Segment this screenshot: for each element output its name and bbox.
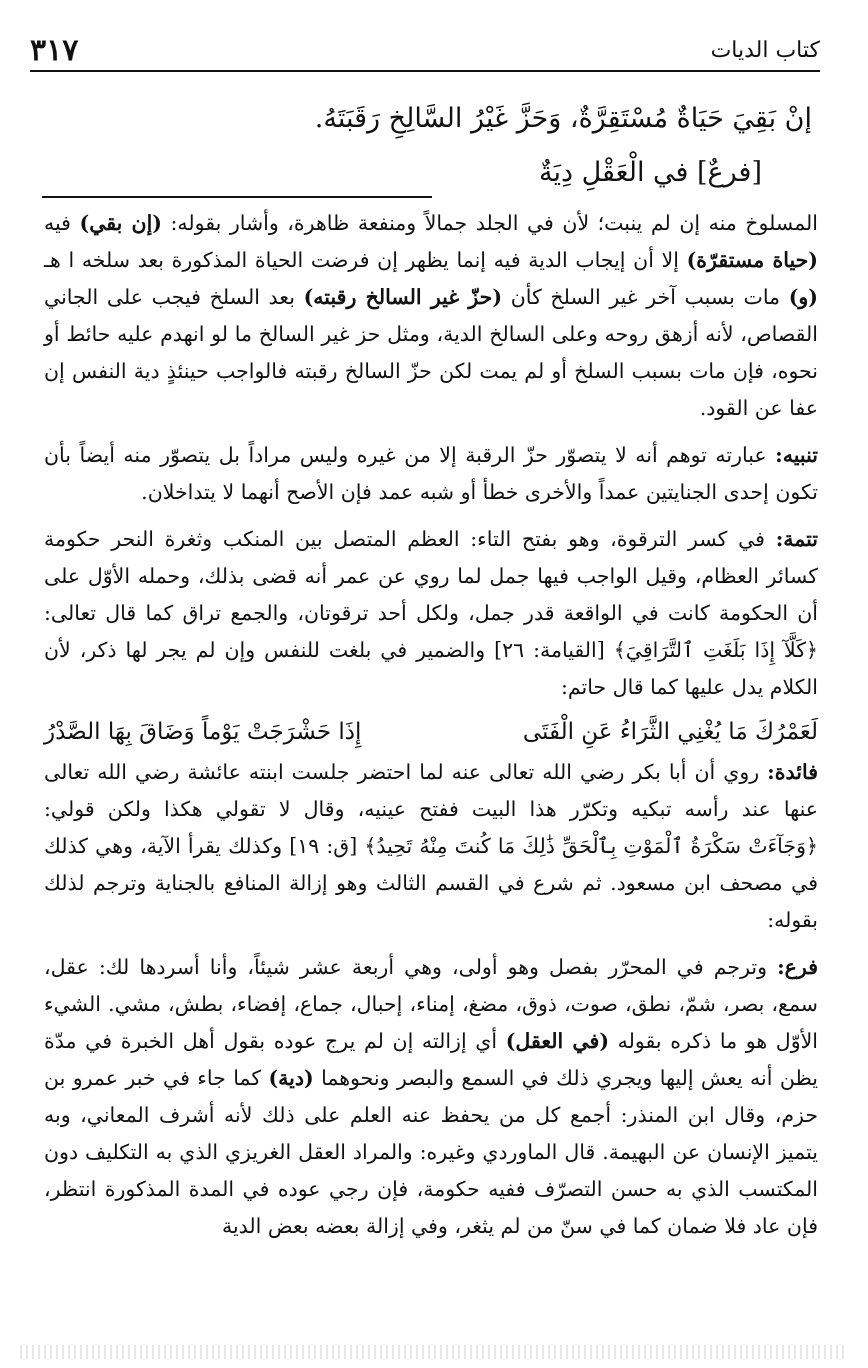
tanbih-label: تنبيه:	[775, 443, 818, 467]
page-header	[30, 34, 820, 70]
book-title: كتاب الديات	[710, 38, 820, 63]
paragraph-1-bold-3: (و)	[788, 285, 819, 309]
tatimma-label: تتمة:	[775, 527, 818, 551]
far-text-1: وترجم في المحرّر بفصل وهو أولى، وهي أربعة عشر شيئاً، وأنا أسردها لك: عقل، سمع، بصر، شمّ، نطق، صوت، ذوق، مضغ، إمناء، إحبال، جماع، إفضاء، بطش، مشي. الشيء الأوّل هو ما ذكره بقوله	[44, 955, 818, 1053]
paragraph-1-bold-4: (حزّ غير السالخ رقبته)	[303, 285, 503, 309]
commentary-body	[44, 205, 818, 1245]
quran-verse-qaf: ﴿وَجَآءَتْ سَكْرَةُ ٱلْمَوْتِ بِٱلْحَقِّ ذَٰلِكَ مَا كُنتَ مِنْهُ تَحِيدُ﴾	[364, 834, 818, 858]
tanbih-text: عبارته توهم أنه لا يتصوّر حزّ الرقبة إلا من غيره وليس مراداً بل يتصوّر منه أيضاً بأن تكون إحدى الجنايتين عمداً والأخرى خطأ أو شبه عمد فإن الأصح أنهما لا يتداخلان.	[44, 443, 818, 504]
quran-verse-qiyama: ﴿كَلَّآ إِذَا بَلَغَتِ ٱلتَّرَاقِيَ﴾	[613, 638, 819, 662]
page-number: ٣١٧	[30, 33, 79, 68]
far-bold-2: (في العقل)	[505, 1029, 610, 1053]
paragraph-tatimma	[44, 521, 818, 706]
far-text-2: أي إزالته إن لم يرج عوده بقول أهل الخبرة في مدّة يظن أنه يعش إليها ويجري ذلك في السمع والبصر ونحوهما	[44, 1029, 818, 1090]
paragraph-1-bold-1: (إن بقي)	[79, 211, 162, 235]
paragraph-1-text-4: مات بسبب آخر غير السلخ كأن	[502, 285, 789, 309]
scan-noise	[20, 1345, 848, 1359]
tatimma-text-1: في كسر الترقوة، وهو بفتح التاء: العظم المتصل بين المنكب وثغرة النحر حكومة كسائر العظام، وقيل الواجب فيها جمل لما روي عن عمر أنه قضى بذلك، وحمله الأوّل على أن الحكومة كانت في الواقعة قدر جمل، ولكل أحد ترقوتان، والجمع تراق كما قال تعالى:	[44, 527, 818, 625]
paragraph-far	[44, 949, 818, 1245]
matn-text	[40, 92, 812, 200]
far-bold-3: (دية)	[268, 1066, 314, 1090]
paragraph-1-bold-2: (حياة مستقرّة)	[686, 248, 819, 272]
paragraph-1-text-1: المسلوخ منه إن لم ينبت؛ لأن في الجلد جمالاً ومنفعة ظاهرة، وأشار بقوله:	[161, 211, 818, 235]
tatimma-text-2: [القيامة: ٢٦] والضمير في بلغت للنفس وإن لم يجر لها ذكر، لأن الكلام يدل عليها كما قال حاتم:	[44, 638, 818, 699]
faida-label: فائدة:	[767, 760, 818, 784]
paragraph-faida	[44, 754, 818, 939]
faida-text-1: روي أن أبا بكر رضي الله تعالى عنه لما احتضر جلست ابنته عائشة رضي الله تعالى عنها عند رأسه تبكيه وتكرّر هذا البيت ففتح عينيه، وقال لا تقولي هكذا ولكن قولي:	[44, 760, 818, 821]
poem-verse	[44, 706, 818, 754]
paragraph-tanbih	[44, 437, 818, 511]
paragraph-1-text-5: بعد السلخ فيجب على الجاني القصاص، لأنه أزهق روحه وعلى السالخ الدية، ومثل حز غير السالخ ما لو انهدم عليه حائط أو نحوه، فإن مات بسبب السلخ أو لم يمت لكن حزّ السالخ رقبته فالواجب حينئذٍ دية النفس إن عفا عن القود.	[44, 285, 818, 420]
paragraph-1-text-3: إلا أن إيجاب الدية فيه إنما يظهر إن فرضت الحياة المذكورة بعد سلخه ا هـ	[44, 248, 687, 272]
paragraph-1	[44, 205, 818, 427]
poem-second-hemistich: إِذَا حَشْرَجَتْ يَوْماً وَضَاقَ بِهَا الصَّدْرُ	[44, 719, 362, 745]
matn-divider	[42, 196, 432, 198]
far-label: فرع:	[777, 955, 818, 979]
matn-line-2: [فرعٌ] في الْعَقْلِ دِيَةٌ	[538, 157, 762, 188]
matn-line-1: إنْ بَقِيَ حَيَاةٌ مُسْتَقِرَّةٌ، وَحَزَّ غَيْرُ السَّالِخِ رَقَبَتَهُ.	[314, 103, 812, 134]
poem-first-hemistich: لَعَمْرُكَ مَا يُغْنِي الثَّرَاءُ عَنِ الْفَتَى	[522, 719, 818, 745]
paragraph-1-text-2: فيه	[44, 211, 80, 235]
faida-text-2: [ق: ١٩] وكذلك يقرأ الآية، وهي كذلك في مصحف ابن مسعود. ثم شرع في القسم الثالث وهو إزالة المنافع بالجناية وترجم لذلك بقوله:	[44, 834, 818, 932]
far-text-3: كما جاء في خبر عمرو بن حزم، وقال ابن المنذر: أجمع كل من يحفظ عنه العلم على ذلك لأنه أشرف المعاني، وبه يتميز الإنسان عن البهيمة. قال الماوردي وغيره: والمراد العقل الغريزي الذي به التكليف دون المكتسب الذي به حسن التصرّف ففيه حكومة، فإن رجي عوده في المدة المذكورة انتظر، فإن عاد فلا ضمان كما في سنّ من لم يثغر، وفي إزالة بعضه بعض الدية	[44, 1066, 818, 1238]
header-divider	[30, 70, 820, 72]
